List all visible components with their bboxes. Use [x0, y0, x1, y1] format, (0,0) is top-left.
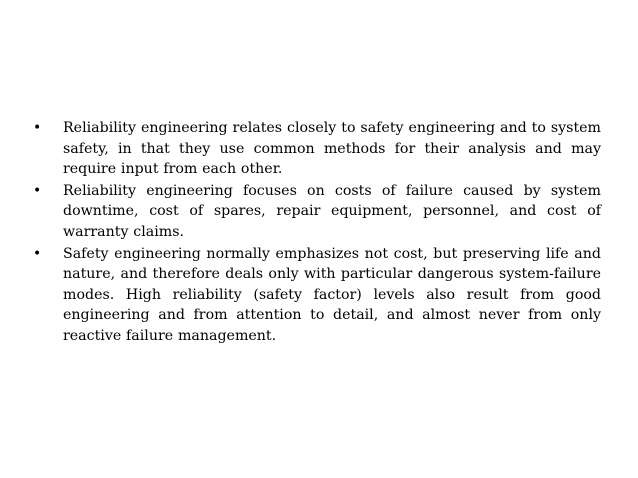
bullet-marker: • — [33, 182, 42, 199]
bullet-marker: • — [33, 120, 42, 136]
bullet-item-2 — [33, 181, 601, 243]
bullet-marker: • — [33, 245, 42, 262]
bullet-text: Reliability engineering focuses on costs of failure caused by system downtime, cost of spares, repair equipment, personnel, and cost of warranty claims. — [63, 182, 601, 240]
bullet-text: Reliability engineering relates closely to safety engineering and to system safety, in that they use common methods for their analysis and may require input from each other. — [63, 120, 601, 178]
bullet-list — [33, 118, 601, 348]
bullet-item-3 — [33, 244, 601, 347]
bullet-text: Safety engineering normally emphasizes not cost, but preserving life and nature, and therefore deals only with particular dangerous system-failure modes. High reliability (safety factor) levels also result from good engineering and from attention to detail, and almost never from only reactive failure management. — [63, 245, 601, 344]
bullet-item-1 — [33, 118, 601, 180]
